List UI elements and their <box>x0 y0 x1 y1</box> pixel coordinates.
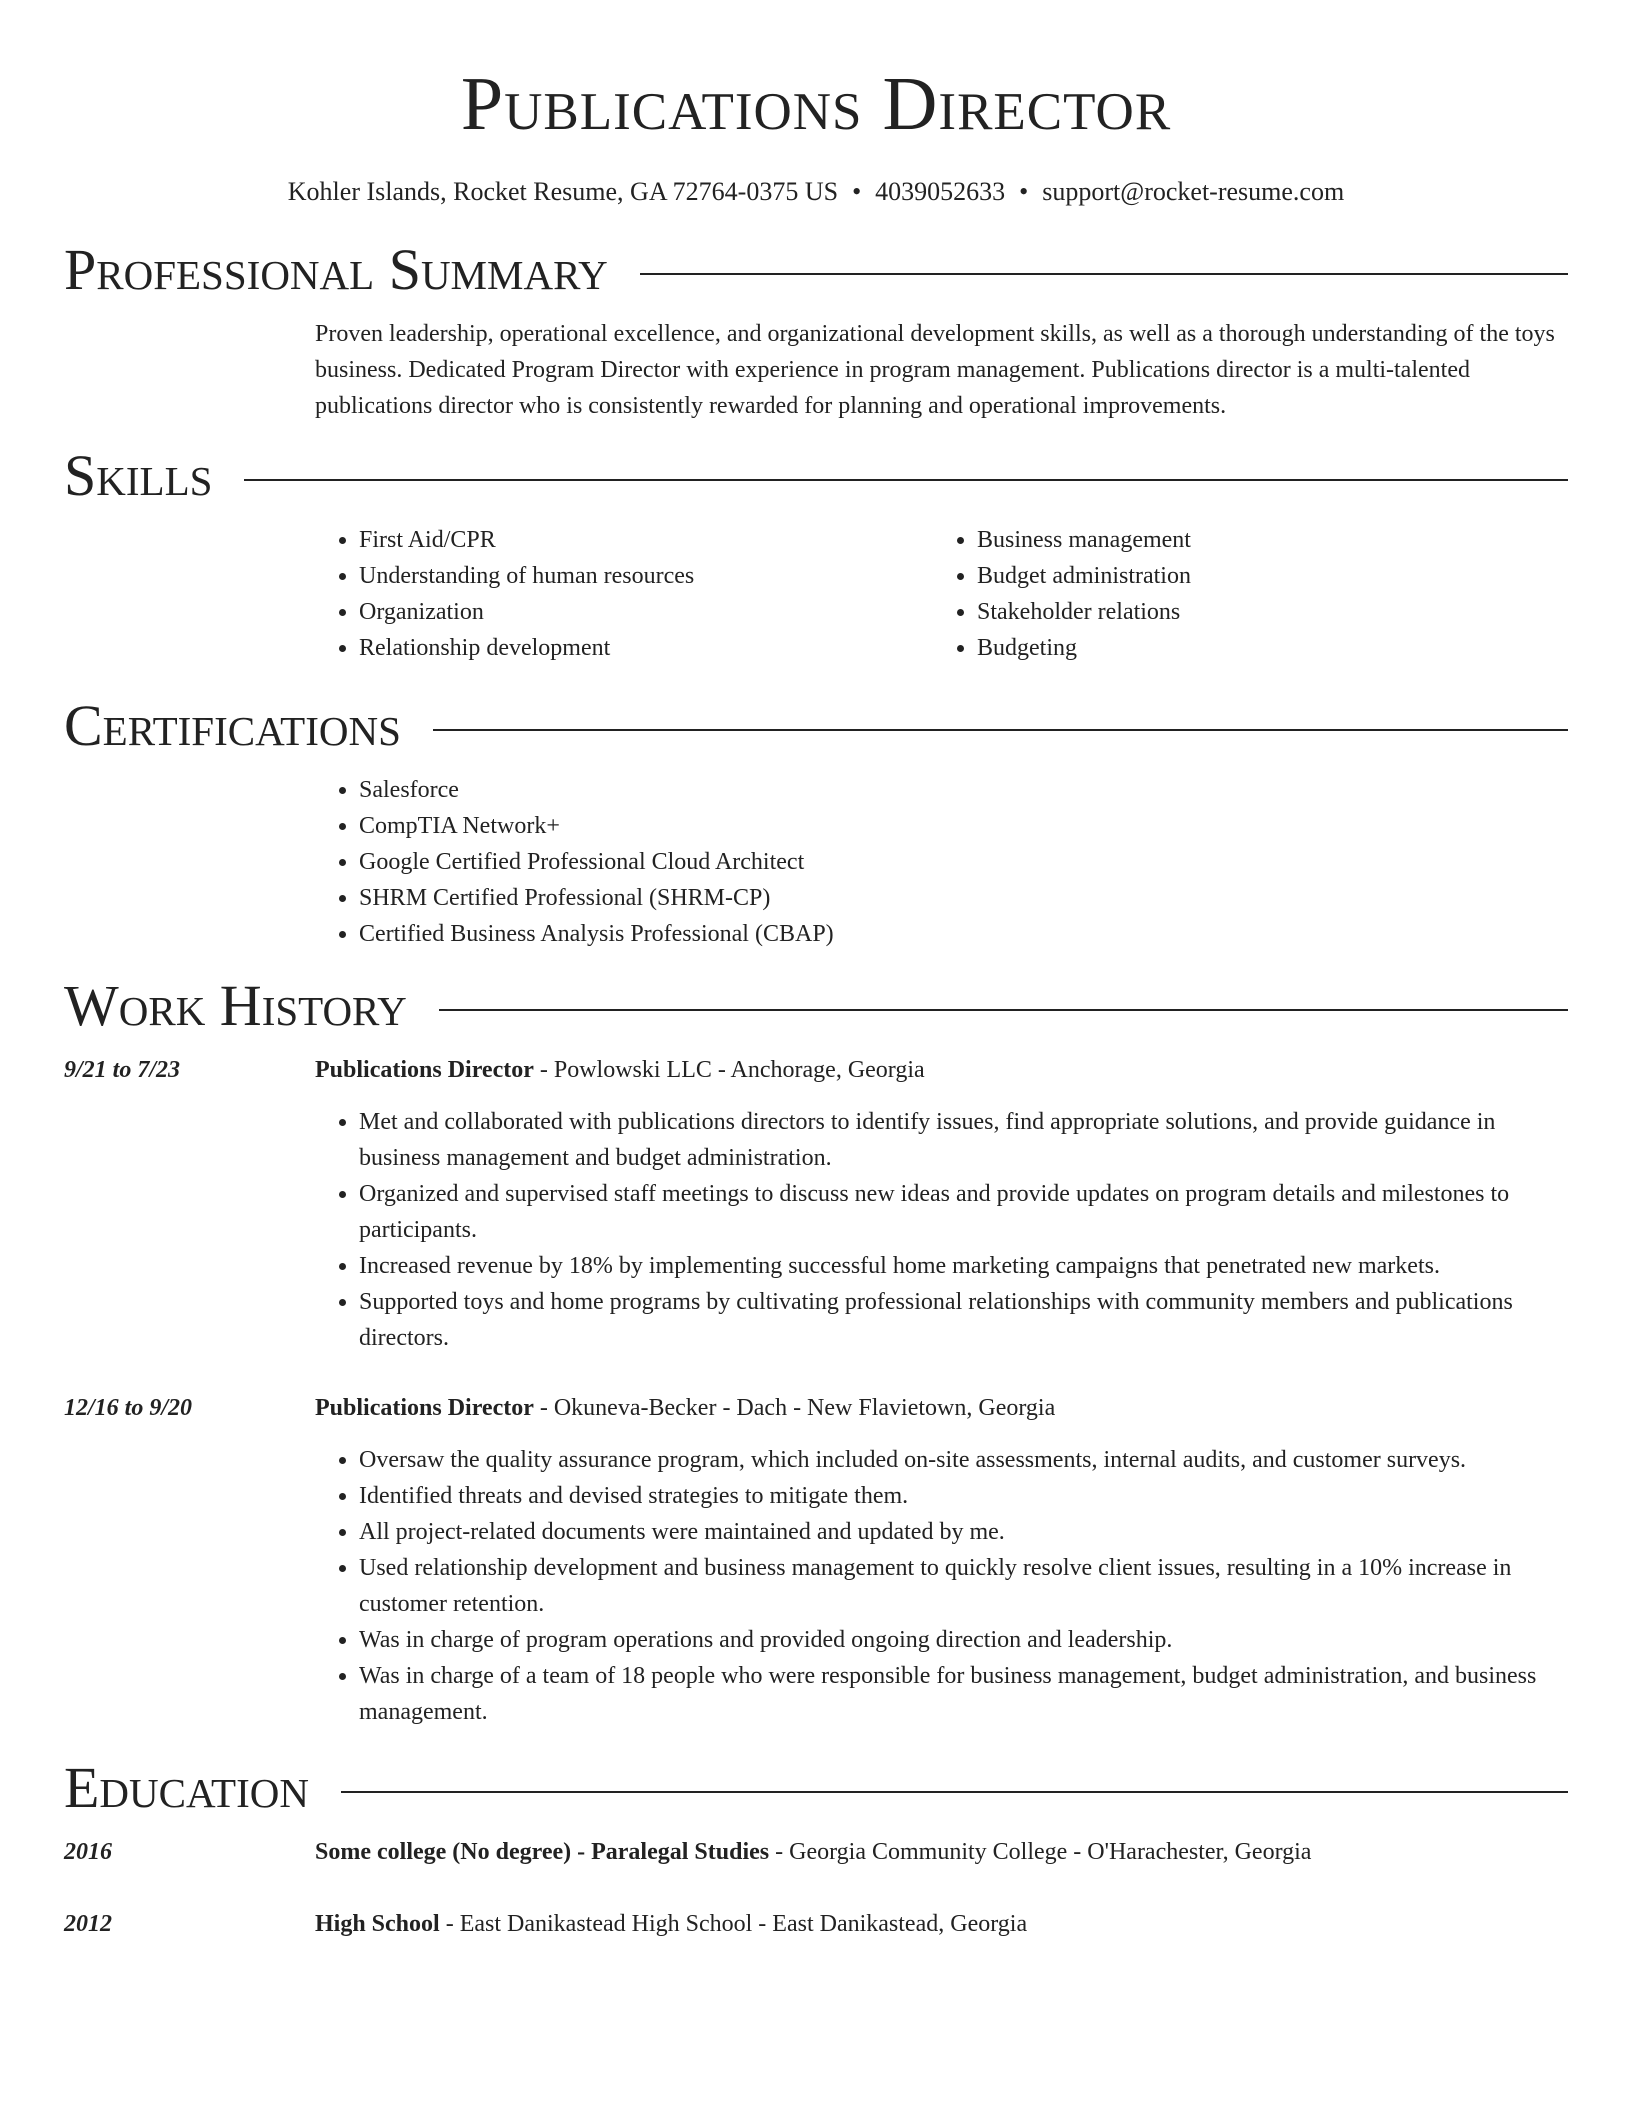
job-bullet: • Organized and supervised staff meetings to discuss new ideas and provide updates on program details and milestones to participants. <box>359 1176 1568 1248</box>
skill-item: • Organization <box>359 594 933 630</box>
skill-item: • Relationship development <box>359 630 933 666</box>
education-degree: Some college (No degree) - Paralegal Studies <box>315 1839 770 1865</box>
certification-item: • Google Certified Professional Cloud Architect <box>359 844 1568 880</box>
skill-item: • Budget administration <box>977 558 1551 594</box>
certifications-section-title: Certifications <box>64 693 401 758</box>
education-school: - Georgia Community College - O'Harachester, Georgia <box>769 1839 1312 1865</box>
contact-separator: • <box>1019 177 1029 206</box>
section-divider <box>244 479 1568 481</box>
job-bullet: • Oversaw the quality assurance program, which included on-site assessments, internal audits, and customer surveys. <box>359 1442 1568 1478</box>
job-bullet: • All project-related documents were maintained and updated by me. <box>359 1514 1568 1550</box>
phone: 4039052633 <box>875 177 1006 206</box>
education-year: 2012 <box>64 1911 112 1937</box>
skill-item: • Understanding of human resources <box>359 558 933 594</box>
skills-column-left <box>315 522 933 666</box>
section-divider <box>341 1791 1568 1793</box>
job-bullet: • Was in charge of program operations and provided ongoing direction and leadership. <box>359 1622 1568 1658</box>
skill-item: • Business management <box>977 522 1551 558</box>
job-role: Publications Director <box>315 1395 534 1421</box>
job-dates: 12/16 to 9/20 <box>64 1395 193 1421</box>
education-school: - East Danikastead High School - East Danikastead, Georgia <box>439 1911 1028 1937</box>
job-entry <box>64 1390 1568 1730</box>
certification-item: • SHRM Certified Professional (SHRM-CP) <box>359 880 1568 916</box>
summary-section-title: Professional Summary <box>64 237 608 302</box>
education-year: 2016 <box>64 1839 112 1865</box>
section-divider <box>433 729 1568 731</box>
job-entry <box>64 1052 1568 1356</box>
job-bullet: • Used relationship development and business management to quickly resolve client issues, resulting in a 10% increase in customer retention. <box>359 1550 1568 1622</box>
candidate-name: Publications Director <box>460 62 1172 146</box>
education-degree: High School <box>315 1911 440 1937</box>
skills-grid <box>315 522 1568 666</box>
education-entry <box>64 1834 1568 1870</box>
section-divider <box>439 1009 1568 1011</box>
education-section-title: Education <box>64 1755 309 1820</box>
job-heading <box>315 1052 925 1088</box>
skills-section-title: Skills <box>64 443 213 508</box>
certification-item: • CompTIA Network+ <box>359 808 1568 844</box>
skill-item: • Budgeting <box>977 630 1551 666</box>
summary-section-header <box>64 238 1568 302</box>
job-heading <box>315 1390 1055 1426</box>
job-employer: - Okuneva-Becker - Dach - New Flavietown, Georgia <box>533 1395 1056 1421</box>
skills-section-header <box>64 444 1568 508</box>
job-bullet: • Met and collaborated with publications directors to identify issues, find appropriate solutions, and provide guidance in business management and budget administration. <box>359 1104 1568 1176</box>
job-bullet: • Identified threats and devised strategies to mitigate them. <box>359 1478 1568 1514</box>
work-section-title: Work History <box>64 973 407 1038</box>
address: Kohler Islands, Rocket Resume, GA 72764-0375 US <box>287 177 839 206</box>
education-entry <box>64 1906 1568 1942</box>
certifications-section-header <box>64 694 1568 758</box>
contact-line <box>64 176 1568 208</box>
job-bullet: • Was in charge of a team of 18 people who were responsible for business management, budget administration, and business management. <box>359 1658 1568 1730</box>
education-heading <box>315 1906 1027 1942</box>
contact-separator: • <box>852 177 862 206</box>
education-heading <box>315 1834 1311 1870</box>
certifications-list <box>315 772 1568 952</box>
skill-item: • Stakeholder relations <box>977 594 1551 630</box>
resume-page <box>64 0 1568 1942</box>
job-dates: 9/21 to 7/23 <box>64 1057 181 1083</box>
certification-item: • Certified Business Analysis Professional (CBAP) <box>359 916 1568 952</box>
email: support@rocket-resume.com <box>1042 177 1345 206</box>
job-bullet: • Increased revenue by 18% by implementing successful home marketing campaigns that penetrated new markets. <box>359 1248 1568 1284</box>
section-divider <box>640 273 1568 275</box>
job-role: Publications Director <box>315 1057 534 1083</box>
job-employer: - Powlowski LLC - Anchorage, Georgia <box>533 1057 925 1083</box>
summary-text: Proven leadership, operational excellence, and organizational development skills, as well as a thorough understanding of the toys business. Dedicated Program Director with experience in program management. Publications director is a multi-talented publications director who is consistently rewarded for planning and operational improvements. <box>315 321 1555 419</box>
job-bullet: • Supported toys and home programs by cultivating professional relationships with community members and publications directors. <box>359 1284 1568 1356</box>
skills-column-right <box>933 522 1551 666</box>
certification-item: • Salesforce <box>359 772 1568 808</box>
work-section-header <box>64 974 1568 1038</box>
skill-item: • First Aid/CPR <box>359 522 933 558</box>
education-section-header <box>64 1756 1568 1820</box>
